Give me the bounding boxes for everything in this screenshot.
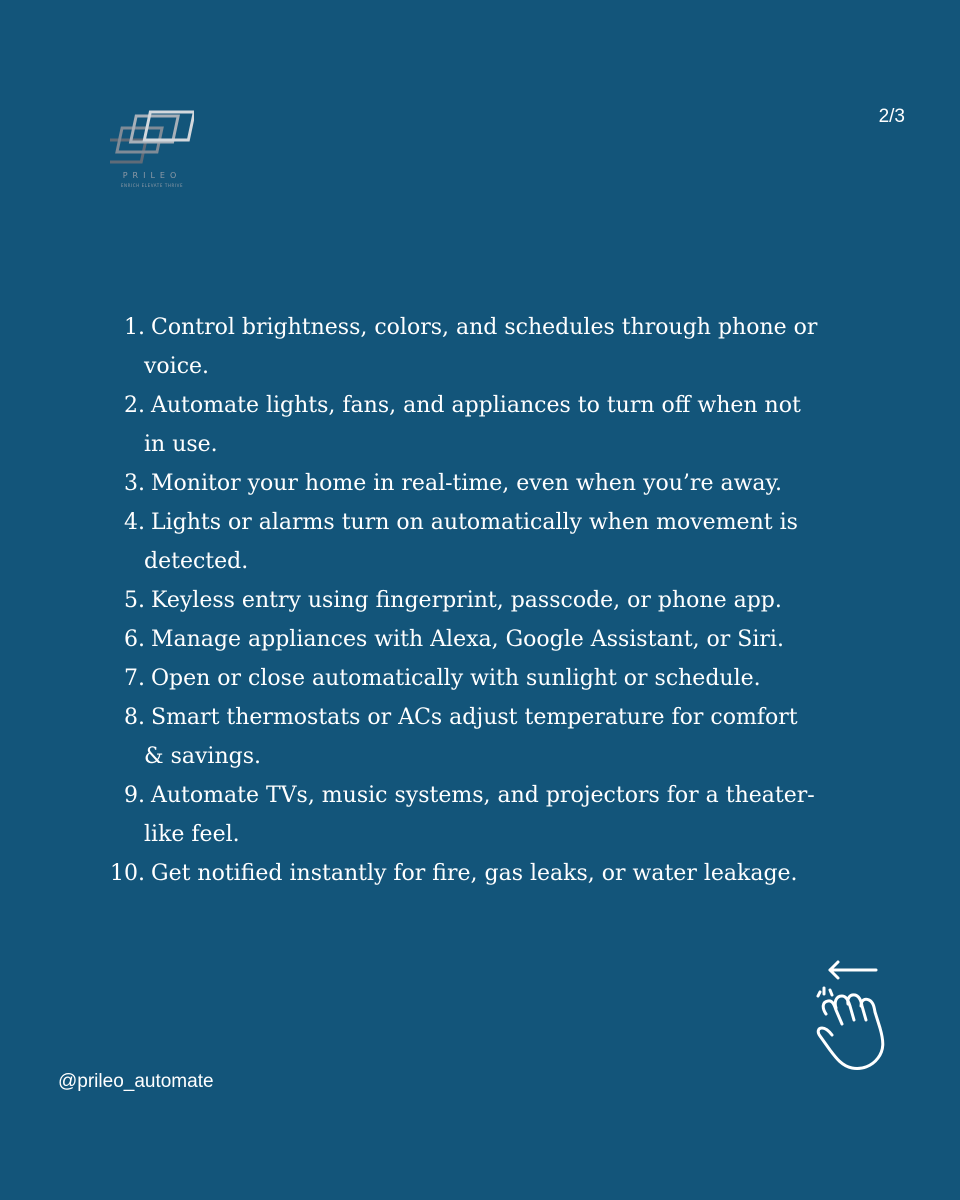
feature-number: 8. bbox=[124, 705, 145, 730]
swipe-left-hand-icon[interactable] bbox=[812, 958, 904, 1074]
feature-text: Automate lights, fans, and appliances to turn off when not bbox=[151, 393, 801, 418]
feature-text: Open or close automatically with sunlight or schedule. bbox=[151, 666, 761, 691]
feature-item-9 bbox=[0, 776, 960, 854]
feature-text: Monitor your home in real-time, even when you’re away. bbox=[151, 471, 783, 496]
feature-item-5 bbox=[0, 581, 960, 620]
page-indicator: 2/3 bbox=[878, 106, 905, 127]
feature-text: Get notified instantly for fire, gas leaks, or water leakage. bbox=[151, 861, 798, 886]
social-handle[interactable]: @prileo_automate bbox=[58, 1071, 214, 1092]
feature-item-10 bbox=[0, 854, 960, 893]
feature-number: 10. bbox=[110, 861, 145, 886]
feature-text-continued: detected. bbox=[144, 549, 249, 574]
feature-number: 3. bbox=[124, 471, 145, 496]
feature-text: Keyless entry using fingerprint, passcode, or phone app. bbox=[151, 588, 782, 613]
feature-item-7 bbox=[0, 659, 960, 698]
feature-item-2 bbox=[0, 386, 960, 464]
feature-number: 4. bbox=[124, 510, 145, 535]
feature-text-continued: in use. bbox=[144, 432, 218, 457]
feature-item-1 bbox=[0, 308, 960, 386]
feature-item-6 bbox=[0, 620, 960, 659]
feature-text-continued: & savings. bbox=[144, 744, 261, 769]
feature-text: Manage appliances with Alexa, Google Assistant, or Siri. bbox=[151, 627, 784, 652]
feature-item-8 bbox=[0, 698, 960, 776]
feature-item-3 bbox=[0, 464, 960, 503]
feature-text: Control brightness, colors, and schedules through phone or bbox=[151, 315, 818, 340]
prileo-logo-mark bbox=[110, 110, 194, 170]
feature-number: 1. bbox=[124, 315, 145, 340]
feature-text: Automate TVs, music systems, and projectors for a theater- bbox=[151, 783, 815, 808]
feature-text-continued: like feel. bbox=[144, 822, 240, 847]
feature-text-continued: voice. bbox=[144, 354, 210, 379]
feature-number: 9. bbox=[124, 783, 145, 808]
feature-number: 2. bbox=[124, 393, 145, 418]
feature-number: 5. bbox=[124, 588, 145, 613]
brand-logo bbox=[110, 110, 194, 200]
feature-number: 6. bbox=[124, 627, 145, 652]
feature-text: Lights or alarms turn on automatically when movement is bbox=[151, 510, 798, 535]
feature-number: 7. bbox=[124, 666, 145, 691]
feature-text: Smart thermostats or ACs adjust temperature for comfort bbox=[151, 705, 798, 730]
feature-item-4 bbox=[0, 503, 960, 581]
brand-name: PRILEO bbox=[122, 171, 182, 180]
feature-list bbox=[0, 308, 960, 893]
brand-tagline: ENRICH ELEVATE THRIVE bbox=[120, 183, 184, 188]
